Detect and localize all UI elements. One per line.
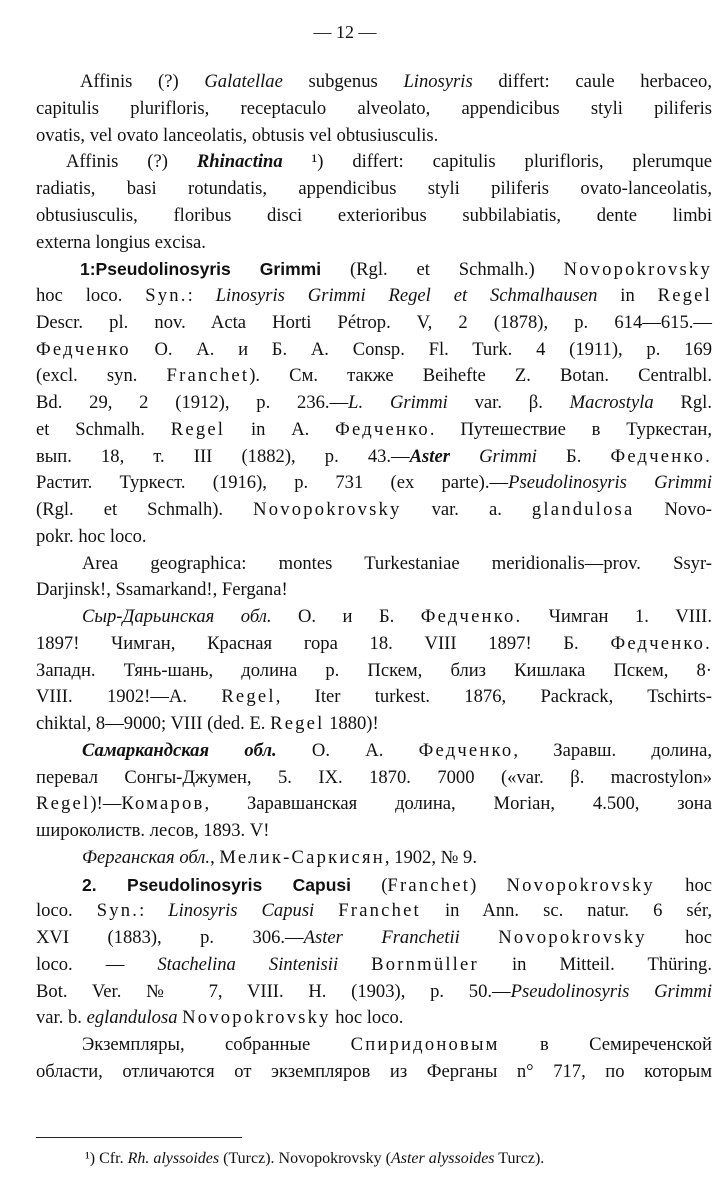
text-run: eglandulosa: [86, 1007, 178, 1029]
text-line: [36, 497, 712, 524]
text-run: Самаркандская обл.: [82, 739, 277, 761]
text-run: Franchet: [338, 900, 421, 922]
text-run: Федченко: [418, 739, 514, 761]
text-run: Affinis (?): [80, 71, 205, 92]
text-run: Novopokrovsky: [563, 259, 712, 281]
text-line: [36, 283, 712, 310]
text-run: Grimmi: [479, 445, 537, 467]
text-run: in Mitteil. Thüring.: [478, 953, 712, 975]
text-run: pokr. hoc loco.: [36, 525, 147, 547]
text-line: [36, 203, 712, 230]
text-run: Б.: [536, 445, 611, 467]
text-run: Aster alyssoides: [390, 1150, 495, 1167]
text-run: var. β.: [447, 392, 570, 413]
text-line: [36, 872, 712, 899]
text-run: subgenus: [282, 71, 404, 92]
text-run: Экземпляры, собранные: [82, 1034, 351, 1055]
text-run: radiatis, basi rotundatis, appendicibus styli piliferis ovato-lanceolatis,: [36, 178, 712, 199]
text-run: [460, 927, 498, 948]
text-run: , Iter turkest. 1876, Packrack, Tschirts-: [275, 686, 712, 708]
text-run: ,: [210, 846, 220, 868]
text-run: , Заравшанская долина, Moгiан, 4.500, зона: [204, 793, 712, 815]
text-run: Linosyris Capusi: [168, 900, 315, 922]
text-run: Западн. Тянь-шань, долина р. Пскем, близ Кишлака Пскем, 8·: [36, 659, 712, 681]
text-run: Bot. Ver. № 7, VIII. H. (1903), p. 50.—: [36, 980, 511, 1002]
paragraph: [36, 149, 712, 256]
text-line: [36, 604, 712, 631]
text-run: Bd. 29, 2 (1912), p. 236.—: [36, 392, 349, 413]
text-run: Растит. Туркест. (1916), p. 731 (ex parte).—: [36, 472, 509, 494]
text-run: hoc: [646, 927, 712, 948]
text-line: [36, 470, 712, 497]
text-run: :: [139, 900, 169, 922]
paragraph: [36, 69, 712, 149]
text-line: [36, 444, 712, 471]
paragraph: [36, 738, 712, 845]
text-run: var. b.: [36, 1007, 87, 1029]
text-run: [338, 954, 371, 975]
text-run: (excl. syn.: [36, 365, 167, 387]
text-run: широколиств. лесов, 1893. V!: [36, 820, 270, 841]
text-run: Franchet: [166, 365, 250, 387]
text-run: externa longius excisa.: [36, 231, 206, 253]
paragraph: [36, 872, 712, 1033]
text-run: Комаров: [121, 793, 205, 815]
text-run: glandulosa: [531, 499, 635, 520]
text-run: loco. —: [36, 953, 158, 975]
text-run: [314, 900, 338, 921]
text-run: Novopokrovsky: [506, 874, 655, 896]
text-run: . Путешествие в Туркестан,: [429, 418, 713, 440]
text-line: [36, 684, 712, 711]
text-line: [36, 363, 712, 390]
text-line: [36, 1032, 712, 1059]
text-run: Regel: [657, 285, 712, 306]
text-run: Федченко: [36, 338, 131, 360]
text-run: ). См. также Beihefte Z. Botan. Centralbl.: [249, 365, 712, 387]
text-run: О. А.: [276, 739, 419, 761]
text-line: [36, 417, 712, 444]
text-run: Darjinsk!, Ssamarkand!, Fergana!: [36, 579, 288, 601]
text-run: in: [597, 285, 658, 306]
text-run: , 1902, № 9.: [384, 846, 477, 868]
text-line: [36, 952, 712, 979]
text-run: Ферганская обл.: [82, 846, 211, 868]
text-run: ¹) Cfr.: [85, 1150, 128, 1167]
text-run: Linosyris: [403, 71, 473, 92]
text-run: Novopokrovsky: [182, 1007, 331, 1029]
text-run: Федченко.: [420, 606, 523, 627]
text-line: [36, 979, 712, 1006]
text-run: Area geographica: montes Turkestaniae meridionalis—prov. Ssyr-: [82, 552, 712, 574]
text-run: Regel: [221, 686, 276, 708]
text-line: [36, 337, 712, 364]
text-line: [36, 925, 712, 952]
text-run: Regel: [270, 713, 325, 734]
text-run: et Schmalh.: [36, 418, 171, 440]
text-line: [36, 310, 712, 337]
text-run: Syn.: [145, 285, 188, 306]
text-run: О. А. и Б. А. Consp. Fl. Turk. 4 (1911), p. 169: [130, 338, 712, 360]
text-run: Чимган 1. VIII.: [522, 606, 712, 627]
text-run: Мелик-Саркисян: [219, 846, 385, 868]
text-run: ovatis, vel ovato lanceolatis, obtusis vel obtusiusculis.: [36, 124, 439, 146]
text-run: Сыр-Дарьинская обл.: [82, 606, 272, 627]
text-line: [36, 791, 712, 818]
text-run: L. Grimmi: [348, 392, 448, 413]
text-run: hoc: [654, 874, 713, 896]
text-line: [36, 845, 712, 872]
text-run: loco.: [36, 900, 97, 922]
text-run: Franchet: [387, 874, 471, 896]
text-run: Turcz).: [494, 1150, 545, 1167]
text-run: var. a.: [401, 499, 532, 520]
text-run: Galatellae: [204, 71, 283, 92]
text-run: XVI (1883), p. 306.—: [36, 927, 304, 948]
text-run: вып. 18, т. III (1882), p. 43.—: [36, 445, 410, 467]
text-line: [36, 390, 712, 417]
text-run: Rh. alyssoides: [127, 1150, 220, 1167]
text-line: [36, 1059, 712, 1086]
text-run: differt: caule herbaceo,: [472, 71, 712, 92]
text-run: Syn.: [96, 900, 140, 922]
text-line: [36, 256, 712, 283]
text-run: Linosyris Grimmi Regel et Schmalhausen: [215, 285, 598, 306]
text-run: (: [351, 874, 388, 896]
text-run: Rgl.: [653, 392, 712, 413]
text-run: Descr. pl. nov. Acta Horti Pétrop. V, 2 (1878), p. 614—615.—: [36, 311, 712, 333]
text-line: [36, 149, 712, 176]
text-run: in Ann. sc. natur. 6 sér,: [420, 900, 713, 922]
text-run: О. и Б.: [271, 606, 421, 627]
paragraph: [36, 1032, 712, 1086]
text-line: [36, 69, 712, 96]
text-line: [36, 176, 712, 203]
text-line: [36, 631, 712, 658]
text-run: 1:Pseudolinosyris Grimmi: [80, 259, 322, 280]
text-line: [36, 711, 712, 738]
text-run: Stachelina Sintenisii: [157, 953, 339, 975]
text-run: Pseudolinosyris Grimmi: [510, 980, 712, 1002]
text-run: в Семиреченской: [499, 1034, 712, 1055]
text-run: области, отличаются от экземпляров из Ферганы n° 717, по которым: [36, 1060, 712, 1082]
text-run: Федченко.: [610, 445, 712, 467]
text-run: Rhinactina: [196, 151, 283, 173]
text-run: [450, 446, 479, 467]
text-run: Novo-: [634, 499, 712, 520]
text-run: Macrostyla: [569, 392, 654, 413]
text-run: Pseudolinosyris Grimmi: [508, 472, 712, 494]
text-run: (Rgl. et Schmalh.): [321, 259, 564, 281]
text-line: [36, 738, 712, 765]
text-run: VIII. 1902!—A.: [36, 686, 222, 708]
text-line: [36, 123, 712, 150]
body-text: [36, 69, 712, 1086]
text-run: (Turcz). Novopokrovsky (: [219, 1150, 391, 1167]
text-run: 2. Pseudolinosyris Capusi: [82, 874, 351, 895]
text-run: chiktal, 8—9000; VIII (ded. E.: [36, 713, 271, 734]
text-run: ¹) differt: capitulis plurifloris, plerumque: [282, 151, 713, 173]
text-run: obtusiusculis, floribus disci exterioribus subbilabiatis, dente limbi: [36, 204, 712, 226]
text-run: перевал Сонгы-Джумен, 5. IX. 1870. 7000 («var. β. macrostylon»: [36, 766, 712, 788]
text-line: [36, 765, 712, 792]
text-run: Спиридоновым: [350, 1034, 500, 1055]
text-line: [36, 818, 712, 845]
text-run: Федченко.: [610, 632, 712, 654]
text-run: Aster: [409, 445, 450, 467]
footnote: [85, 1150, 544, 1168]
footnote-divider: [36, 1137, 242, 1138]
text-run: 1880)!: [324, 713, 379, 734]
paragraph: [36, 551, 712, 605]
text-run: Aster Franchetii: [303, 927, 460, 948]
text-line: [36, 524, 712, 551]
text-run: 1897! Чимган, Красная гора 18. VIII 1897! Б.: [36, 632, 611, 654]
text-run: ): [470, 874, 507, 896]
text-run: in А.: [225, 418, 336, 440]
text-run: Regel: [36, 793, 91, 815]
text-run: hoc loco.: [330, 1007, 404, 1029]
page-number: — 12 —: [313, 22, 377, 42]
text-line: [36, 551, 712, 578]
text-line: [36, 898, 712, 925]
paragraph: [36, 256, 712, 550]
paragraph: [36, 604, 712, 738]
paragraph: [36, 845, 712, 872]
text-run: (Rgl. et Schmalh).: [36, 499, 254, 520]
text-line: [36, 96, 712, 123]
text-run: , Заравш. долина,: [513, 739, 712, 761]
text-run: hoc loco.: [36, 285, 146, 306]
text-run: capitulis plurifloris, receptaculo alveolato, appendicibus styli piliferis: [36, 97, 712, 119]
text-run: Affinis (?): [66, 151, 197, 173]
text-line: [36, 577, 712, 604]
text-line: [36, 1005, 712, 1032]
text-run: Regel: [170, 418, 226, 440]
text-run: Novopokrovsky: [253, 499, 402, 520]
text-run: Федченко: [335, 418, 430, 440]
text-line: [36, 658, 712, 685]
text-line: [36, 230, 712, 257]
text-run: Bornmüller: [371, 953, 479, 975]
text-run: :: [187, 285, 216, 306]
text-run: Novopokrovsky: [498, 927, 647, 948]
text-run: )!—: [90, 793, 122, 815]
